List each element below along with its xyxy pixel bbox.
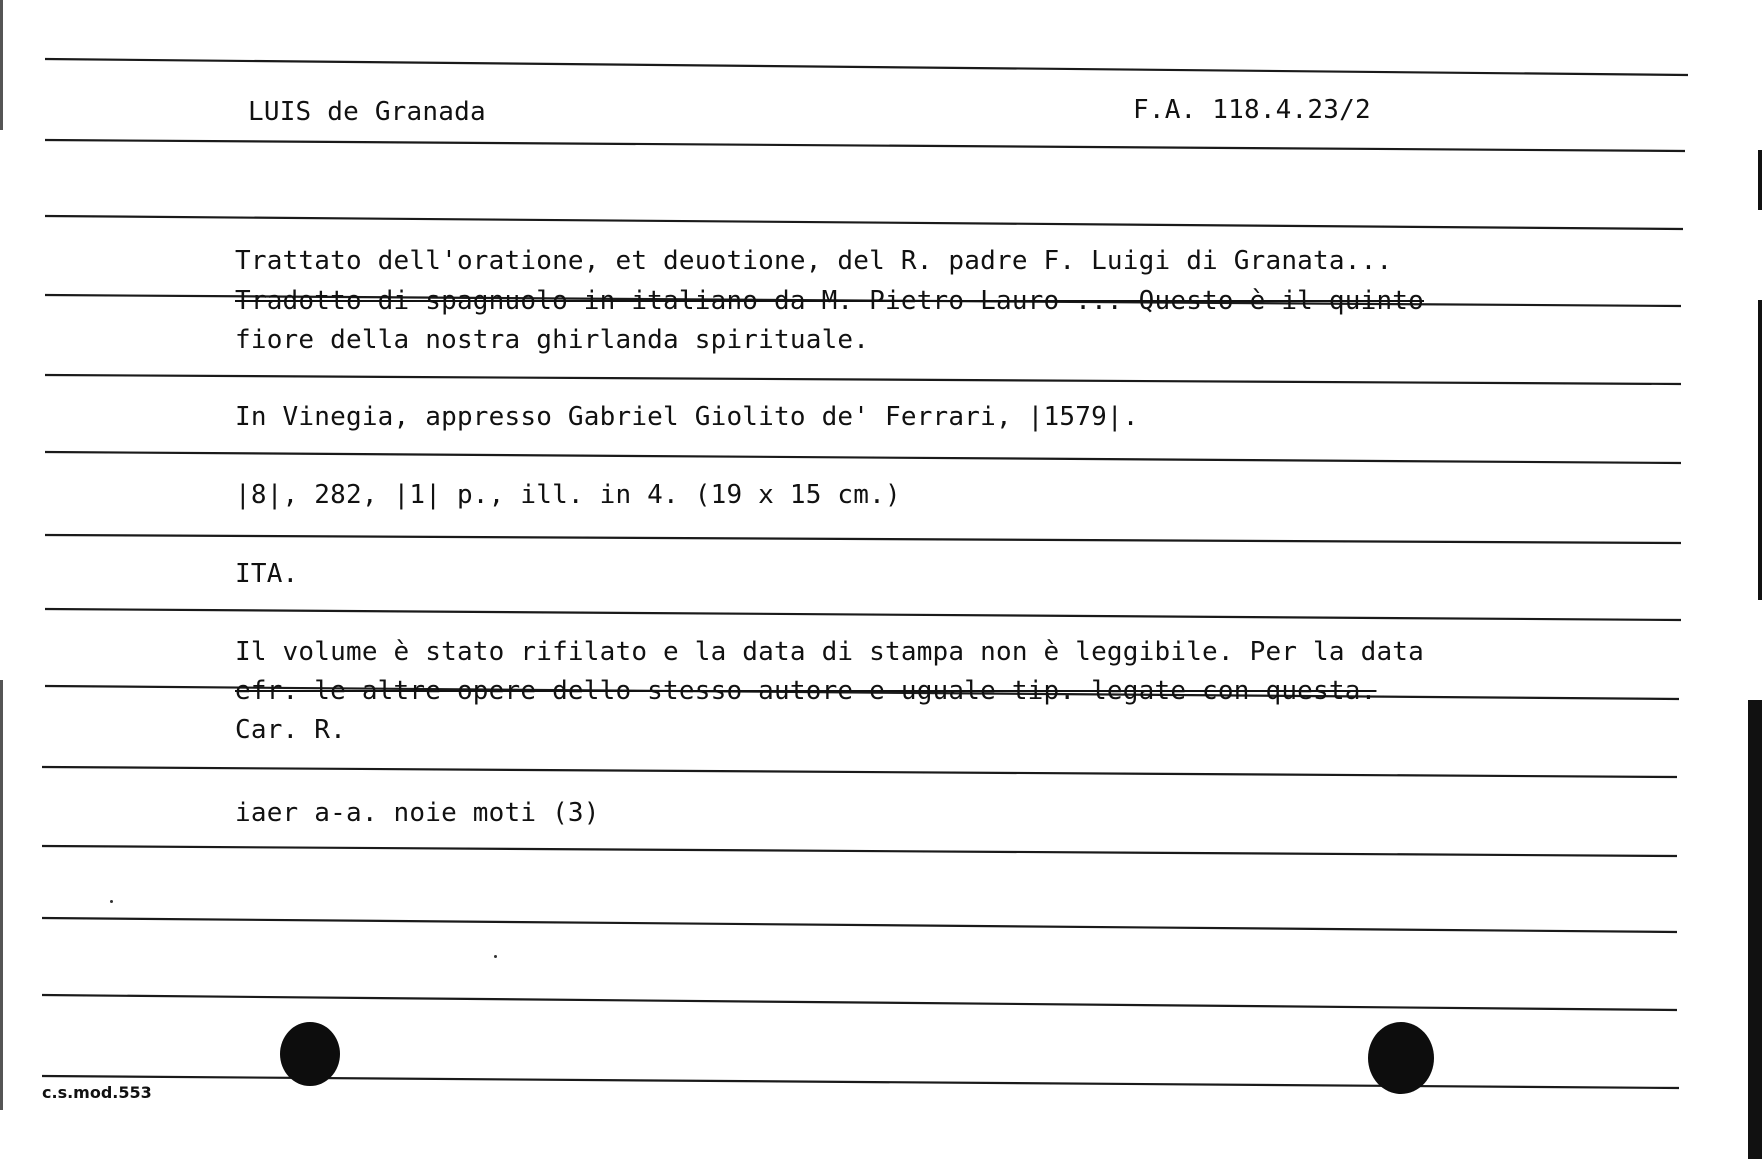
note-line-1: Il volume è stato rifilato e la data di stampa non è leggibile. Per la data [235, 637, 1424, 667]
left-edge-mark [0, 0, 3, 130]
form-code: c.s.mod.553 [42, 1083, 152, 1102]
note-line-3: Car. R. [235, 715, 346, 745]
title-line-3: fiore della nostra ghirlanda spirituale. [235, 325, 870, 355]
language-code: ITA. [235, 559, 299, 589]
collation-line: |8|, 282, |1| p., ill. in 4. (19 x 15 cm.) [235, 480, 901, 510]
left-edge-mark [0, 680, 3, 1110]
title-line-1: Trattato dell'oratione, et deuotione, del R. padre F. Luigi di Granata... [235, 246, 1393, 276]
title-line-2: Tradotto di spagnuolo in italiano da M. Pietro Lauro ... Questo è il quinto [235, 286, 1424, 316]
speck-mark [494, 955, 497, 958]
shelfmark: F.A. 118.4.23/2 [1133, 95, 1371, 125]
note-line-2: efr. le altre opere dello stesso autore e uguale tip. legate con questa. [235, 676, 1377, 706]
punch-hole-right [1368, 1022, 1434, 1094]
speck-mark [110, 900, 113, 903]
author-heading: LUIS de Granada [248, 97, 486, 127]
fingerprint-line: iaer a-a. noie moti (3) [235, 798, 600, 828]
punch-hole-left [280, 1022, 340, 1086]
imprint-line: In Vinegia, appresso Gabriel Giolito de' Ferrari, |1579|. [235, 402, 1139, 432]
scan-edge [1750, 0, 1762, 1159]
